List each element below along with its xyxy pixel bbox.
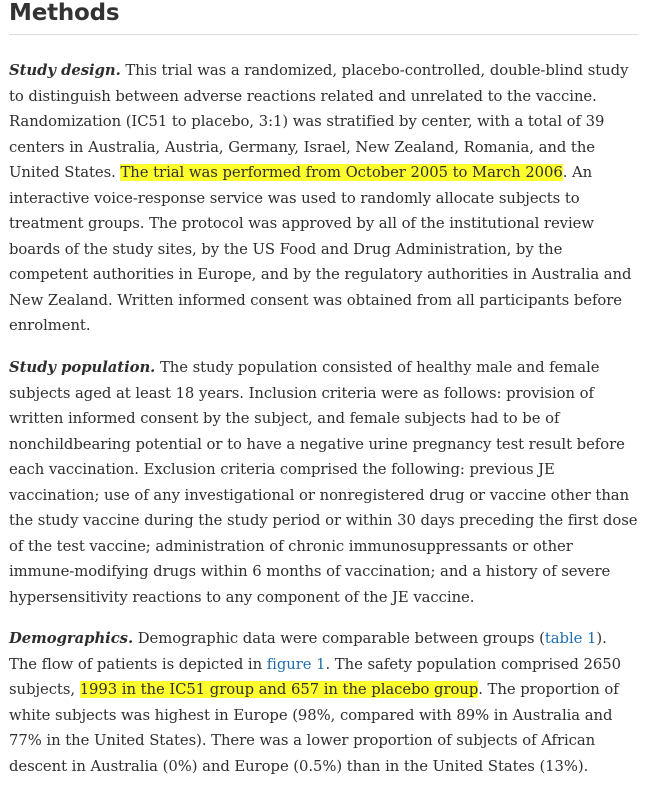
study-population-paragraph — [9, 355, 639, 610]
study-design-text-a: This trial was a randomized, placebo-controlled, double-blind study to distinguish between adverse reactions related and unrelated to the vaccine. Randomization (IC51 to placebo, 3:1) was stratified by center, with a total of 39 centers in Australia, Austria, Germany, Israel, New Zealand, Romania, and the United States. — [9, 62, 629, 181]
figure-1-link[interactable]: figure 1 — [266, 655, 326, 673]
study-design-text-b: . An interactive voice-response service was used to randomly allocate subjects to treatment groups. The protocol was approved by all of the institutional review boards of the study sites, by the US Food and Drug Administration, by the competent authorities in Europe, and by the regulatory authorities in Australia and New Zealand. Written informed consent was obtained from all participants before enrolment. — [9, 164, 632, 334]
trial-period-highlight: The trial was performed from October 2005 to March 2006 — [120, 164, 563, 181]
demographics-text-a: Demographic data were comparable between groups ( — [133, 630, 545, 647]
group-counts-highlight: 1993 in the IC51 group and 657 in the placebo group — [79, 681, 479, 698]
demographics-text-b: ). The flow of patients is depicted in — [9, 630, 607, 673]
study-population-lead: Study population. — [9, 359, 156, 376]
demographics-text-d: . The proportion of white subjects was highest in Europe (98%, compared with 89% in Australia and 77% in the United States). There was a lower proportion of subjects of African descent in Australia (0%) and Europe (0.5%) than in the United States (13%). — [9, 681, 619, 775]
demographics-paragraph — [9, 626, 639, 779]
study-design-paragraph — [9, 58, 639, 339]
study-design-lead: Study design. — [9, 62, 121, 79]
section-heading: Methods — [9, 0, 120, 26]
heading-divider — [9, 34, 638, 35]
table-1-link[interactable]: table 1 — [544, 630, 597, 647]
study-population-text: The study population consisted of healthy male and female subjects aged at least 18 years. Inclusion criteria were as follows: provision of written informed consent by the subject, and female subjects had to be of nonchildbearing potential or to have a negative urine pregnancy test result before each vaccination. Exclusion criteria comprised the following: previous JE vaccination; use of any investigational or nonregistered drug or vaccine other than the study vaccine during the study period or within 30 days preceding the first dose of the test vaccine; administration of chronic immunosuppressants or other immune-modifying drugs within 6 months of vaccination; and a history of severe hypersensitivity reactions to any component of the JE vaccine. — [9, 359, 638, 606]
demographics-text-c: . The safety population comprised 2650 subjects, — [9, 655, 621, 698]
demographics-lead: Demographics. — [9, 630, 134, 647]
